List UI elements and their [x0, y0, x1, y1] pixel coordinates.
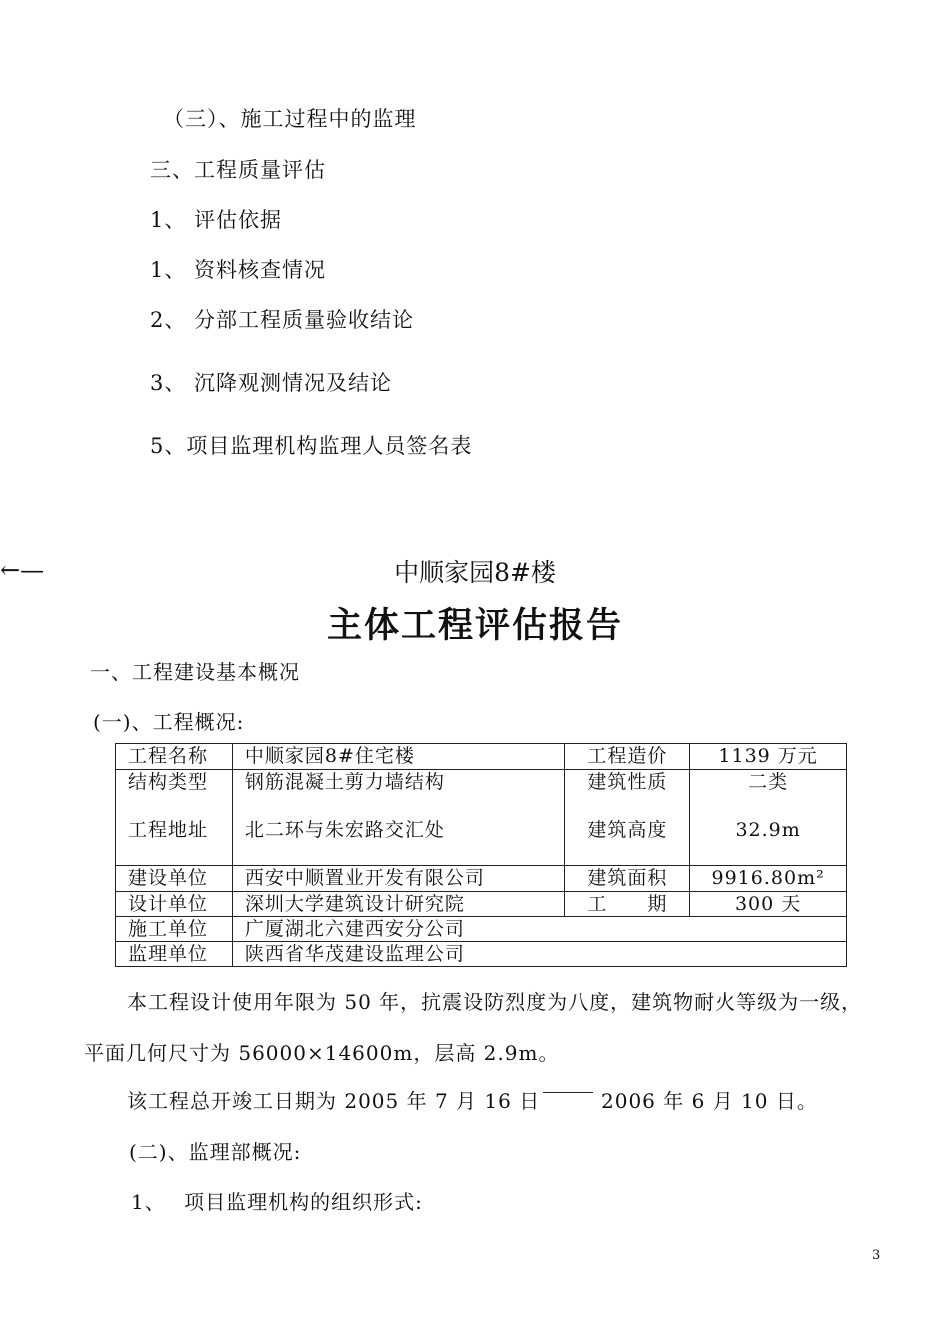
toc-item-settlement-observation: 3、 沉降观测情况及结论 — [150, 371, 393, 395]
table-row — [116, 866, 847, 892]
table-cell: 深圳大学建筑设计研究院 — [232, 892, 565, 917]
page-number: 3 — [872, 1248, 881, 1263]
table-cell: 陕西省华茂建设监理公司 — [232, 942, 846, 967]
table-cell: 北二环与朱宏路交汇处 — [244, 819, 445, 841]
toc-item-document-review: 1、 资料核查情况 — [150, 258, 327, 282]
table-cell: 建设单位 — [116, 866, 233, 892]
list-item-organization-form: 1、 项目监理机构的组织形式: — [131, 1190, 423, 1214]
report-title: 主体工程评估报告 — [326, 605, 623, 646]
table-row — [116, 770, 847, 866]
table-cell: 9916.80m² — [690, 866, 847, 892]
sub-heading-supervision-overview: (二)、监理部概况: — [129, 1140, 302, 1164]
table-cell: 1139 万元 — [690, 744, 847, 770]
paragraph-schedule-start: 该工程总开竣工日期为 2005 年 7 月 16 日 — [127, 1089, 541, 1113]
table-cell: 中顺家园8#住宅楼 — [232, 744, 565, 770]
table-cell: 设计单位 — [116, 892, 233, 917]
paragraph-schedule-end: 2006 年 6 月 10 日。 — [601, 1089, 818, 1113]
project-info-table — [115, 743, 847, 967]
toc-item-quality-assessment: 三、工程质量评估 — [150, 158, 326, 182]
toc-item-assessment-basis: 1、 评估依据 — [150, 208, 283, 232]
table-cell: 施工单位 — [116, 917, 233, 942]
toc-item-supervision-process: （三）、施工过程中的监理 — [163, 107, 417, 131]
paragraph-design-life: 本工程设计使用年限为 50 年，抗震设防烈度为八度，建筑物耐火等级为一级， — [127, 990, 863, 1014]
table-cell: 工程名称 — [116, 744, 233, 770]
table-row — [116, 744, 847, 770]
table-cell: 300 天 — [690, 892, 847, 917]
table-cell: 监理单位 — [116, 942, 233, 967]
table-cell: 工程地址 — [128, 819, 209, 841]
table-cell: 西安中顺置业开发有限公司 — [232, 866, 565, 892]
table-cell: 建筑性质 — [587, 771, 668, 793]
section-heading: 一、工程建设基本概况 — [90, 660, 300, 684]
table-cell: 结构类型 — [128, 771, 209, 793]
date-range-dash — [543, 1092, 593, 1093]
table-cell: 32.9m — [735, 819, 801, 841]
table-cell: 工程造价 — [565, 744, 690, 770]
table-row — [116, 917, 847, 942]
table-cell: 广厦湖北六建西安分公司 — [232, 917, 846, 942]
table-cell: 二类 — [748, 771, 789, 793]
table-row — [116, 942, 847, 967]
toc-item-signature-table: 5、项目监理机构监理人员签名表 — [150, 434, 473, 458]
table-cell: 钢筋混凝土剪力墙结构 — [244, 771, 445, 793]
table-cell: 工 期 — [565, 892, 690, 917]
toc-item-acceptance-conclusion: 2、 分部工程质量验收结论 — [150, 308, 415, 332]
left-arrow-icon: ←— — [0, 556, 45, 584]
paragraph-dimensions: 平面几何尺寸为 56000×14600m，层高 2.9m。 — [84, 1041, 560, 1065]
table-cell: 建筑高度 — [587, 819, 668, 841]
table-cell: 建筑面积 — [565, 866, 690, 892]
report-subtitle: 中顺家园8#楼 — [394, 558, 556, 587]
table-row — [116, 892, 847, 917]
sub-heading-project-overview: (一)、工程概况: — [93, 710, 245, 734]
